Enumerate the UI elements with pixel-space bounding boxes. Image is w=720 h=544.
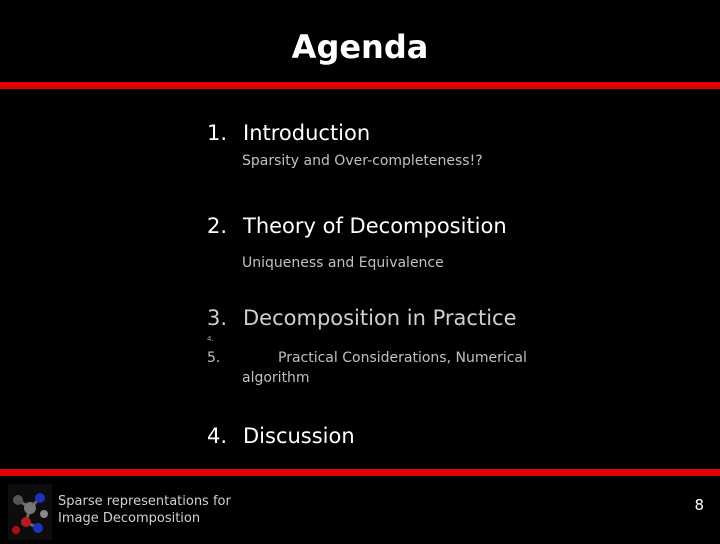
agenda-sub-number: 5. — [207, 350, 221, 366]
slide-title: Agenda — [291, 28, 429, 66]
agenda-item-2 — [207, 214, 507, 238]
top-red-rule — [0, 82, 720, 89]
agenda-item-2-sub: Uniqueness and Equivalence — [242, 255, 444, 271]
agenda-item-1 — [207, 121, 370, 145]
agenda-item-2-number: 2. — [207, 214, 228, 238]
agenda-item-3 — [207, 306, 517, 330]
agenda-item-3-sub-line1: Practical Considerations, Numerical — [278, 350, 527, 366]
agenda-item-4-label: Discussion — [243, 424, 355, 448]
footer-caption-line1: Sparse representations for — [58, 494, 231, 509]
agenda-item-1-sub: Sparsity and Over-completeness!? — [242, 153, 483, 169]
agenda-item-4 — [207, 424, 355, 448]
agenda-item-3-sub-line2: algorithm — [242, 370, 310, 386]
molecule-icon — [8, 484, 52, 540]
agenda-item-2-label: Theory of Decomposition — [243, 214, 507, 238]
agenda-item-3-label: Decomposition in Practice — [243, 306, 517, 330]
bottom-red-rule — [0, 469, 720, 476]
agenda-item-1-number: 1. — [207, 121, 228, 145]
molecule-image — [8, 484, 52, 540]
agenda-tiny-number: 4. — [207, 335, 214, 343]
page-number: 8 — [694, 496, 704, 514]
footer-caption-line2: Image Decomposition — [58, 511, 201, 526]
agenda-item-4-number: 4. — [207, 424, 228, 448]
footer-caption — [58, 493, 231, 527]
agenda-item-1-label: Introduction — [243, 121, 371, 145]
agenda-item-3-number: 3. — [207, 306, 228, 330]
